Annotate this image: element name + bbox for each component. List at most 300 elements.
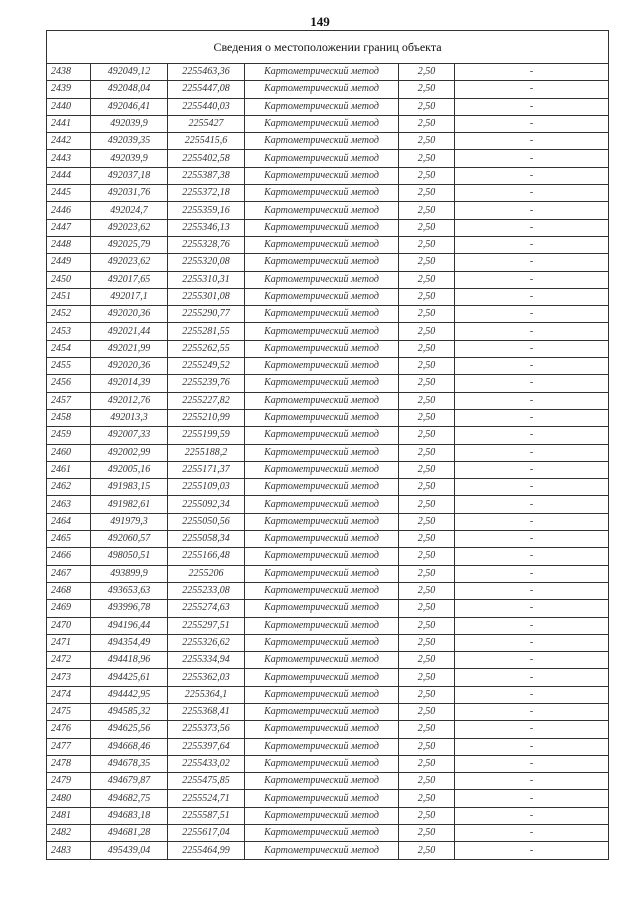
y-coordinate-cell: 2255587,51 [168, 807, 245, 824]
y-coordinate-cell: 2255359,16 [168, 202, 245, 219]
precision-cell: 2,50 [399, 236, 455, 253]
table-row [47, 790, 609, 807]
precision-cell: 2,50 [399, 98, 455, 115]
x-coordinate-cell: 494354,49 [91, 634, 168, 651]
y-coordinate-cell: 2255210,99 [168, 409, 245, 426]
x-coordinate-cell: 492025,79 [91, 236, 168, 253]
method-cell: Картометрический метод [245, 755, 399, 772]
point-number-cell: 2448 [47, 236, 91, 253]
comment-cell: - [455, 202, 609, 219]
table-row [47, 582, 609, 599]
comment-cell: - [455, 392, 609, 409]
x-coordinate-cell: 492014,39 [91, 375, 168, 392]
point-number-cell: 2464 [47, 513, 91, 530]
comment-cell: - [455, 842, 609, 859]
x-coordinate-cell: 498050,51 [91, 548, 168, 565]
y-coordinate-cell: 2255368,41 [168, 703, 245, 720]
x-coordinate-cell: 492031,76 [91, 185, 168, 202]
table-row [47, 64, 609, 81]
y-coordinate-cell: 2255262,55 [168, 340, 245, 357]
method-cell: Картометрический метод [245, 219, 399, 236]
precision-cell: 2,50 [399, 254, 455, 271]
precision-cell: 2,50 [399, 340, 455, 357]
point-number-cell: 2465 [47, 531, 91, 548]
point-number-cell: 2440 [47, 98, 91, 115]
method-cell: Картометрический метод [245, 582, 399, 599]
comment-cell: - [455, 686, 609, 703]
point-number-cell: 2467 [47, 565, 91, 582]
y-coordinate-cell: 2255206 [168, 565, 245, 582]
method-cell: Картометрический метод [245, 150, 399, 167]
point-number-cell: 2468 [47, 582, 91, 599]
table-row [47, 703, 609, 720]
x-coordinate-cell: 492024,7 [91, 202, 168, 219]
table-row [47, 773, 609, 790]
precision-cell: 2,50 [399, 202, 455, 219]
comment-cell: - [455, 444, 609, 461]
point-number-cell: 2482 [47, 825, 91, 842]
point-number-cell: 2461 [47, 461, 91, 478]
method-cell: Картометрический метод [245, 721, 399, 738]
method-cell: Картометрический метод [245, 323, 399, 340]
comment-cell: - [455, 340, 609, 357]
precision-cell: 2,50 [399, 375, 455, 392]
table-row [47, 513, 609, 530]
method-cell: Картометрический метод [245, 288, 399, 305]
x-coordinate-cell: 492039,35 [91, 133, 168, 150]
precision-cell: 2,50 [399, 496, 455, 513]
method-cell: Картометрический метод [245, 236, 399, 253]
precision-cell: 2,50 [399, 565, 455, 582]
table-row [47, 150, 609, 167]
precision-cell: 2,50 [399, 634, 455, 651]
point-number-cell: 2478 [47, 755, 91, 772]
method-cell: Картометрический метод [245, 548, 399, 565]
table-row [47, 479, 609, 496]
method-cell: Картометрический метод [245, 98, 399, 115]
comment-cell: - [455, 306, 609, 323]
point-number-cell: 2447 [47, 219, 91, 236]
comment-cell: - [455, 115, 609, 132]
precision-cell: 2,50 [399, 773, 455, 790]
precision-cell: 2,50 [399, 790, 455, 807]
method-cell: Картометрический метод [245, 634, 399, 651]
method-cell: Картометрический метод [245, 825, 399, 842]
x-coordinate-cell: 492021,44 [91, 323, 168, 340]
x-coordinate-cell: 492039,9 [91, 115, 168, 132]
precision-cell: 2,50 [399, 738, 455, 755]
x-coordinate-cell: 493899,9 [91, 565, 168, 582]
comment-cell: - [455, 254, 609, 271]
method-cell: Картометрический метод [245, 513, 399, 530]
precision-cell: 2,50 [399, 167, 455, 184]
table-row [47, 565, 609, 582]
method-cell: Картометрический метод [245, 703, 399, 720]
precision-cell: 2,50 [399, 392, 455, 409]
method-cell: Картометрический метод [245, 600, 399, 617]
method-cell: Картометрический метод [245, 807, 399, 824]
x-coordinate-cell: 493653,63 [91, 582, 168, 599]
comment-cell: - [455, 600, 609, 617]
table-row [47, 340, 609, 357]
boundary-coordinates-table [46, 30, 609, 860]
y-coordinate-cell: 2255239,76 [168, 375, 245, 392]
x-coordinate-cell: 494679,87 [91, 773, 168, 790]
y-coordinate-cell: 2255387,38 [168, 167, 245, 184]
precision-cell: 2,50 [399, 271, 455, 288]
y-coordinate-cell: 2255447,08 [168, 81, 245, 98]
comment-cell: - [455, 617, 609, 634]
precision-cell: 2,50 [399, 582, 455, 599]
table-row [47, 133, 609, 150]
x-coordinate-cell: 492039,9 [91, 150, 168, 167]
precision-cell: 2,50 [399, 600, 455, 617]
method-cell: Картометрический метод [245, 375, 399, 392]
comment-cell: - [455, 271, 609, 288]
precision-cell: 2,50 [399, 81, 455, 98]
x-coordinate-cell: 493996,78 [91, 600, 168, 617]
table-row [47, 306, 609, 323]
precision-cell: 2,50 [399, 721, 455, 738]
comment-cell: - [455, 565, 609, 582]
y-coordinate-cell: 2255249,52 [168, 358, 245, 375]
x-coordinate-cell: 494681,28 [91, 825, 168, 842]
y-coordinate-cell: 2255188,2 [168, 444, 245, 461]
method-cell: Картометрический метод [245, 479, 399, 496]
point-number-cell: 2438 [47, 64, 91, 81]
x-coordinate-cell: 494683,18 [91, 807, 168, 824]
method-cell: Картометрический метод [245, 392, 399, 409]
x-coordinate-cell: 492048,04 [91, 81, 168, 98]
x-coordinate-cell: 492023,62 [91, 254, 168, 271]
y-coordinate-cell: 2255334,94 [168, 652, 245, 669]
table-row [47, 842, 609, 859]
x-coordinate-cell: 492012,76 [91, 392, 168, 409]
x-coordinate-cell: 495439,04 [91, 842, 168, 859]
point-number-cell: 2481 [47, 807, 91, 824]
table-row [47, 202, 609, 219]
precision-cell: 2,50 [399, 219, 455, 236]
table-row [47, 115, 609, 132]
method-cell: Картометрический метод [245, 340, 399, 357]
x-coordinate-cell: 494585,32 [91, 703, 168, 720]
comment-cell: - [455, 721, 609, 738]
x-coordinate-cell: 494682,75 [91, 790, 168, 807]
point-number-cell: 2483 [47, 842, 91, 859]
table-row [47, 755, 609, 772]
table-row [47, 185, 609, 202]
method-cell: Картометрический метод [245, 133, 399, 150]
method-cell: Картометрический метод [245, 790, 399, 807]
method-cell: Картометрический метод [245, 358, 399, 375]
comment-cell: - [455, 288, 609, 305]
comment-cell: - [455, 479, 609, 496]
comment-cell: - [455, 773, 609, 790]
y-coordinate-cell: 2255415,6 [168, 133, 245, 150]
y-coordinate-cell: 2255274,63 [168, 600, 245, 617]
point-number-cell: 2459 [47, 427, 91, 444]
table-row [47, 271, 609, 288]
method-cell: Картометрический метод [245, 81, 399, 98]
point-number-cell: 2466 [47, 548, 91, 565]
y-coordinate-cell: 2255171,37 [168, 461, 245, 478]
table-row [47, 652, 609, 669]
y-coordinate-cell: 2255373,56 [168, 721, 245, 738]
comment-cell: - [455, 461, 609, 478]
y-coordinate-cell: 2255402,58 [168, 150, 245, 167]
comment-cell: - [455, 703, 609, 720]
table-row [47, 600, 609, 617]
x-coordinate-cell: 491982,61 [91, 496, 168, 513]
x-coordinate-cell: 494425,61 [91, 669, 168, 686]
point-number-cell: 2475 [47, 703, 91, 720]
table-row [47, 496, 609, 513]
point-number-cell: 2444 [47, 167, 91, 184]
point-number-cell: 2469 [47, 600, 91, 617]
method-cell: Картометрический метод [245, 669, 399, 686]
precision-cell: 2,50 [399, 686, 455, 703]
point-number-cell: 2453 [47, 323, 91, 340]
y-coordinate-cell: 2255310,31 [168, 271, 245, 288]
x-coordinate-cell: 492023,62 [91, 219, 168, 236]
y-coordinate-cell: 2255297,51 [168, 617, 245, 634]
comment-cell: - [455, 548, 609, 565]
x-coordinate-cell: 491979,3 [91, 513, 168, 530]
comment-cell: - [455, 807, 609, 824]
x-coordinate-cell: 494668,46 [91, 738, 168, 755]
y-coordinate-cell: 2255092,34 [168, 496, 245, 513]
precision-cell: 2,50 [399, 479, 455, 496]
precision-cell: 2,50 [399, 444, 455, 461]
table-row [47, 167, 609, 184]
point-number-cell: 2456 [47, 375, 91, 392]
point-number-cell: 2445 [47, 185, 91, 202]
y-coordinate-cell: 2255109,03 [168, 479, 245, 496]
point-number-cell: 2450 [47, 271, 91, 288]
method-cell: Картометрический метод [245, 271, 399, 288]
method-cell: Картометрический метод [245, 64, 399, 81]
comment-cell: - [455, 236, 609, 253]
point-number-cell: 2463 [47, 496, 91, 513]
comment-cell: - [455, 323, 609, 340]
method-cell: Картометрический метод [245, 202, 399, 219]
point-number-cell: 2452 [47, 306, 91, 323]
comment-cell: - [455, 150, 609, 167]
point-number-cell: 2476 [47, 721, 91, 738]
table-row [47, 444, 609, 461]
y-coordinate-cell: 2255440,03 [168, 98, 245, 115]
comment-cell: - [455, 81, 609, 98]
precision-cell: 2,50 [399, 64, 455, 81]
comment-cell: - [455, 825, 609, 842]
x-coordinate-cell: 494418,96 [91, 652, 168, 669]
table-row [47, 358, 609, 375]
comment-cell: - [455, 790, 609, 807]
x-coordinate-cell: 491983,15 [91, 479, 168, 496]
precision-cell: 2,50 [399, 842, 455, 859]
x-coordinate-cell: 492037,18 [91, 167, 168, 184]
precision-cell: 2,50 [399, 133, 455, 150]
y-coordinate-cell: 2255397,64 [168, 738, 245, 755]
x-coordinate-cell: 492020,36 [91, 358, 168, 375]
comment-cell: - [455, 669, 609, 686]
method-cell: Картометрический метод [245, 185, 399, 202]
point-number-cell: 2471 [47, 634, 91, 651]
x-coordinate-cell: 492060,57 [91, 531, 168, 548]
y-coordinate-cell: 2255290,77 [168, 306, 245, 323]
table-row [47, 219, 609, 236]
table-row [47, 254, 609, 271]
method-cell: Картометрический метод [245, 842, 399, 859]
x-coordinate-cell: 492049,12 [91, 64, 168, 81]
table-body [47, 64, 609, 860]
y-coordinate-cell: 2255233,08 [168, 582, 245, 599]
method-cell: Картометрический метод [245, 531, 399, 548]
table-row [47, 392, 609, 409]
point-number-cell: 2449 [47, 254, 91, 271]
point-number-cell: 2441 [47, 115, 91, 132]
comment-cell: - [455, 738, 609, 755]
y-coordinate-cell: 2255463,36 [168, 64, 245, 81]
method-cell: Картометрический метод [245, 652, 399, 669]
table-header-row [47, 31, 609, 64]
x-coordinate-cell: 494442,95 [91, 686, 168, 703]
table-row [47, 81, 609, 98]
y-coordinate-cell: 2255320,08 [168, 254, 245, 271]
table-title: Сведения о местоположении границ объекта [47, 31, 609, 64]
table-row [47, 807, 609, 824]
table-row [47, 409, 609, 426]
method-cell: Картометрический метод [245, 617, 399, 634]
precision-cell: 2,50 [399, 669, 455, 686]
y-coordinate-cell: 2255346,13 [168, 219, 245, 236]
x-coordinate-cell: 494625,56 [91, 721, 168, 738]
point-number-cell: 2458 [47, 409, 91, 426]
comment-cell: - [455, 409, 609, 426]
comment-cell: - [455, 531, 609, 548]
y-coordinate-cell: 2255301,08 [168, 288, 245, 305]
y-coordinate-cell: 2255427 [168, 115, 245, 132]
point-number-cell: 2446 [47, 202, 91, 219]
y-coordinate-cell: 2255199,59 [168, 427, 245, 444]
point-number-cell: 2451 [47, 288, 91, 305]
table-row [47, 98, 609, 115]
precision-cell: 2,50 [399, 617, 455, 634]
comment-cell: - [455, 634, 609, 651]
method-cell: Картометрический метод [245, 409, 399, 426]
precision-cell: 2,50 [399, 825, 455, 842]
precision-cell: 2,50 [399, 323, 455, 340]
comment-cell: - [455, 375, 609, 392]
point-number-cell: 2455 [47, 358, 91, 375]
precision-cell: 2,50 [399, 755, 455, 772]
point-number-cell: 2460 [47, 444, 91, 461]
comment-cell: - [455, 358, 609, 375]
y-coordinate-cell: 2255433,02 [168, 755, 245, 772]
comment-cell: - [455, 582, 609, 599]
table-row [47, 686, 609, 703]
y-coordinate-cell: 2255464,99 [168, 842, 245, 859]
y-coordinate-cell: 2255475,85 [168, 773, 245, 790]
table-row [47, 531, 609, 548]
y-coordinate-cell: 2255328,76 [168, 236, 245, 253]
comment-cell: - [455, 219, 609, 236]
precision-cell: 2,50 [399, 409, 455, 426]
method-cell: Картометрический метод [245, 115, 399, 132]
x-coordinate-cell: 492017,1 [91, 288, 168, 305]
y-coordinate-cell: 2255524,71 [168, 790, 245, 807]
method-cell: Картометрический метод [245, 461, 399, 478]
comment-cell: - [455, 185, 609, 202]
point-number-cell: 2479 [47, 773, 91, 790]
method-cell: Картометрический метод [245, 444, 399, 461]
y-coordinate-cell: 2255364,1 [168, 686, 245, 703]
comment-cell: - [455, 98, 609, 115]
table-row [47, 323, 609, 340]
y-coordinate-cell: 2255617,04 [168, 825, 245, 842]
method-cell: Картометрический метод [245, 254, 399, 271]
precision-cell: 2,50 [399, 513, 455, 530]
point-number-cell: 2443 [47, 150, 91, 167]
precision-cell: 2,50 [399, 531, 455, 548]
point-number-cell: 2474 [47, 686, 91, 703]
precision-cell: 2,50 [399, 115, 455, 132]
comment-cell: - [455, 167, 609, 184]
point-number-cell: 2462 [47, 479, 91, 496]
table-row [47, 825, 609, 842]
x-coordinate-cell: 492005,16 [91, 461, 168, 478]
table-row [47, 427, 609, 444]
y-coordinate-cell: 2255362,03 [168, 669, 245, 686]
point-number-cell: 2472 [47, 652, 91, 669]
table-row [47, 617, 609, 634]
point-number-cell: 2477 [47, 738, 91, 755]
page-number: 149 [310, 14, 330, 29]
comment-cell: - [455, 496, 609, 513]
method-cell: Картометрический метод [245, 565, 399, 582]
method-cell: Картометрический метод [245, 686, 399, 703]
y-coordinate-cell: 2255372,18 [168, 185, 245, 202]
comment-cell: - [455, 513, 609, 530]
point-number-cell: 2439 [47, 81, 91, 98]
comment-cell: - [455, 427, 609, 444]
y-coordinate-cell: 2255326,62 [168, 634, 245, 651]
x-coordinate-cell: 492046,41 [91, 98, 168, 115]
x-coordinate-cell: 492021,99 [91, 340, 168, 357]
table-row [47, 461, 609, 478]
point-number-cell: 2473 [47, 669, 91, 686]
method-cell: Картометрический метод [245, 306, 399, 323]
comment-cell: - [455, 64, 609, 81]
precision-cell: 2,50 [399, 548, 455, 565]
x-coordinate-cell: 492002,99 [91, 444, 168, 461]
y-coordinate-cell: 2255050,56 [168, 513, 245, 530]
y-coordinate-cell: 2255281,55 [168, 323, 245, 340]
precision-cell: 2,50 [399, 306, 455, 323]
table-row [47, 669, 609, 686]
precision-cell: 2,50 [399, 427, 455, 444]
comment-cell: - [455, 755, 609, 772]
y-coordinate-cell: 2255227,82 [168, 392, 245, 409]
x-coordinate-cell: 492007,33 [91, 427, 168, 444]
table-row [47, 721, 609, 738]
x-coordinate-cell: 492013,3 [91, 409, 168, 426]
point-number-cell: 2470 [47, 617, 91, 634]
x-coordinate-cell: 492017,65 [91, 271, 168, 288]
table-row [47, 236, 609, 253]
point-number-cell: 2480 [47, 790, 91, 807]
table-row [47, 634, 609, 651]
